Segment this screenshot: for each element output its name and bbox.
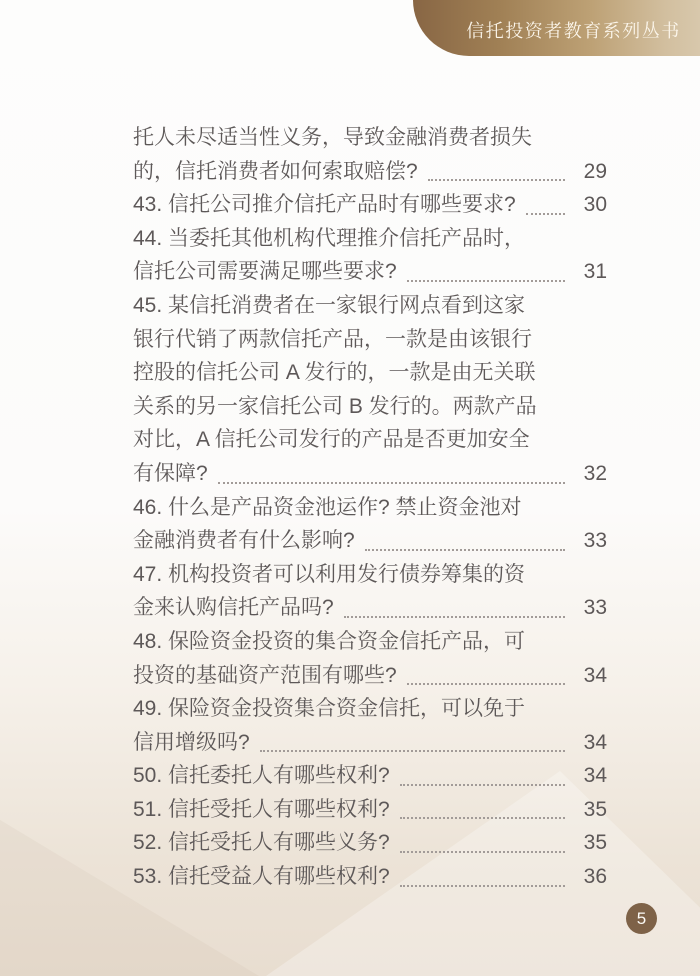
toc-entry	[133, 289, 607, 491]
toc-entry-text: 53. 信托受益人有哪些权利?	[133, 865, 390, 889]
toc-entry-text: 48. 保险资金投资的集合资金信托产品，可	[133, 629, 526, 653]
dotted-leader	[260, 750, 565, 752]
toc-line	[133, 491, 607, 525]
toc-entry-text: 的，信托消费者如何索取赔偿?	[133, 159, 418, 183]
toc-entry	[133, 759, 607, 793]
toc-entry	[133, 222, 607, 289]
toc-entry	[133, 860, 607, 894]
toc-page-number: 33	[583, 529, 607, 553]
dotted-leader	[344, 616, 565, 618]
dotted-leader	[400, 885, 565, 887]
dotted-leader	[428, 179, 565, 181]
toc-line	[133, 222, 607, 256]
toc-page-number: 34	[583, 663, 607, 687]
toc-line	[133, 759, 607, 793]
dotted-leader	[526, 213, 565, 215]
toc-line	[133, 323, 607, 357]
toc-page-number: 34	[583, 730, 607, 754]
toc-line	[133, 659, 607, 693]
toc-entry-text: 关系的另一家信托公司 B 发行的。两款产品	[133, 394, 537, 418]
toc-entry-text: 50. 信托委托人有哪些权利?	[133, 764, 390, 788]
toc-entry-text: 49. 保险资金投资集合资金信托，可以免于	[133, 697, 526, 721]
toc-entry	[133, 188, 607, 222]
page-number: 5	[636, 908, 647, 928]
toc-line	[133, 793, 607, 827]
toc-entry-text: 45. 某信托消费者在一家银行网点看到这家	[133, 293, 526, 317]
toc-entry-text: 44. 当委托其他机构代理推介信托产品时，	[133, 226, 526, 250]
toc-entry-text: 51. 信托受托人有哪些权利?	[133, 797, 390, 821]
toc-page-number: 31	[583, 260, 607, 284]
toc-entry-text: 金来认购信托产品吗?	[133, 596, 334, 620]
toc-line	[133, 121, 607, 155]
toc-entry-text: 金融消费者有什么影响?	[133, 529, 355, 553]
toc-entry-text: 47. 机构投资者可以利用发行债券筹集的资	[133, 562, 526, 586]
toc-entry-text: 控股的信托公司 A 发行的，一款是由无关联	[133, 361, 536, 385]
toc-line	[133, 726, 607, 760]
page-number-badge	[626, 903, 657, 934]
dotted-leader	[218, 482, 565, 484]
toc-line	[133, 558, 607, 592]
toc-page-number: 33	[583, 596, 607, 620]
toc-page-number: 32	[583, 461, 607, 485]
series-title: 信托投资者教育系列丛书	[466, 21, 681, 41]
toc-entry	[133, 558, 607, 625]
toc-page-number: 35	[583, 797, 607, 821]
toc-entry-text: 托人未尽适当性义务，导致金融消费者损失	[133, 126, 532, 149]
toc-line	[133, 860, 607, 894]
toc-entry-text: 52. 信托受托人有哪些义务?	[133, 831, 390, 855]
header-ribbon	[413, 0, 700, 56]
dotted-leader	[407, 280, 565, 282]
toc-entry-text: 信托公司需要满足哪些要求?	[133, 260, 397, 284]
toc-entry-text: 信用增级吗?	[133, 730, 250, 754]
toc-entry-text: 有保障?	[133, 461, 208, 485]
toc-entry	[133, 826, 607, 860]
toc-line	[133, 423, 607, 457]
toc-line	[133, 255, 607, 289]
toc-line	[133, 457, 607, 491]
dotted-leader	[400, 851, 565, 853]
dotted-leader	[407, 683, 565, 685]
toc-entry	[133, 793, 607, 827]
toc-entry	[133, 491, 607, 558]
toc-entry	[133, 692, 607, 759]
toc-page-number: 30	[583, 193, 607, 217]
dotted-leader	[365, 549, 565, 551]
toc-entry	[133, 625, 607, 692]
toc-page-number: 36	[583, 865, 607, 889]
dotted-leader	[400, 817, 565, 819]
toc-line	[133, 356, 607, 390]
toc-entry	[133, 121, 607, 188]
toc-entry-text: 43. 信托公司推介信托产品时有哪些要求?	[133, 193, 516, 217]
table-of-contents	[133, 121, 607, 894]
toc-entry-text: 投资的基础资产范围有哪些?	[133, 663, 397, 687]
dotted-leader	[400, 784, 565, 786]
toc-line	[133, 591, 607, 625]
toc-entry-text: 银行代销了两款信托产品，一款是由该银行	[133, 327, 532, 351]
toc-line	[133, 289, 607, 323]
toc-line	[133, 826, 607, 860]
toc-line	[133, 524, 607, 558]
toc-line	[133, 625, 607, 659]
toc-entry-text: 对比，A 信托公司发行的产品是否更加安全	[133, 428, 530, 452]
toc-line	[133, 188, 607, 222]
toc-line	[133, 692, 607, 726]
toc-line	[133, 155, 607, 189]
toc-page-number: 34	[583, 764, 607, 788]
toc-page-number: 29	[583, 159, 607, 183]
toc-page-number: 35	[583, 831, 607, 855]
toc-entry-text: 46. 什么是产品资金池运作? 禁止资金池对	[133, 495, 522, 519]
toc-line	[133, 390, 607, 424]
